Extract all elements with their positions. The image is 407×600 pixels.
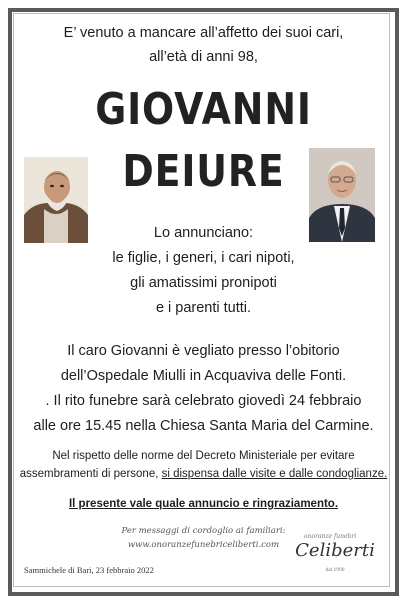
condolence-line-1: Per messaggi di cordoglio ai familiari: [121, 526, 286, 536]
footer-date: Sammichele di Bari, 23 febbraio 2022 [24, 565, 154, 575]
funeral-details-block [0, 339, 407, 439]
intro-text [0, 22, 407, 68]
announcement-line-1: Lo annunciano: [153, 225, 254, 241]
announcement-line-4: e i parenti tutti. [155, 300, 252, 316]
announcement-line-3: gli amatissimi pronipoti [130, 275, 277, 291]
wake-line-2: dell’Ospedale Miulli in Acquaviva delle Fonti. [60, 368, 347, 384]
notice-line-1: Nel rispetto delle norme del Decreto Ministeriale per evitare [52, 450, 355, 462]
celiberti-logo [290, 532, 380, 578]
condolence-website[interactable]: www.onoranzefunebriceliberti.com [127, 540, 280, 550]
deceased-last-name: DEIURE [122, 146, 285, 197]
wake-line-1: Il caro Giovanni è vegliato presso l’obitorio [67, 343, 340, 359]
announcement-block [0, 221, 407, 321]
funeral-line-1: . Il rito funebre sarà celebrato giovedì 24 febbraio [45, 393, 362, 409]
notice-no-visits-text: si dispensa dalle visite e dalle condoglianze. [161, 468, 388, 480]
intro-line-2: all’età di anni 98, [149, 49, 258, 65]
covid-notice [0, 447, 407, 483]
intro-line-1: E’ venuto a mancare all’affetto dei suoi cari, [63, 25, 344, 41]
logo-tagline: onoranze funebri [304, 533, 357, 540]
funeral-line-2: alle ore 15.45 nella Chiesa Santa Maria del Carmine. [33, 418, 374, 434]
notice-line-2 [0, 465, 407, 483]
logo-since: dal 1990 [325, 567, 345, 573]
thanks-line: Il presente vale quale annuncio e ringraziamento. [68, 498, 339, 510]
logo-name: Celiberti [295, 540, 375, 561]
notice-line-2-text: assembramenti di persone, [19, 468, 162, 480]
announcement-line-2: le figlie, i generi, i cari nipoti, [112, 250, 295, 266]
deceased-first-name: GIOVANNI [95, 84, 312, 135]
